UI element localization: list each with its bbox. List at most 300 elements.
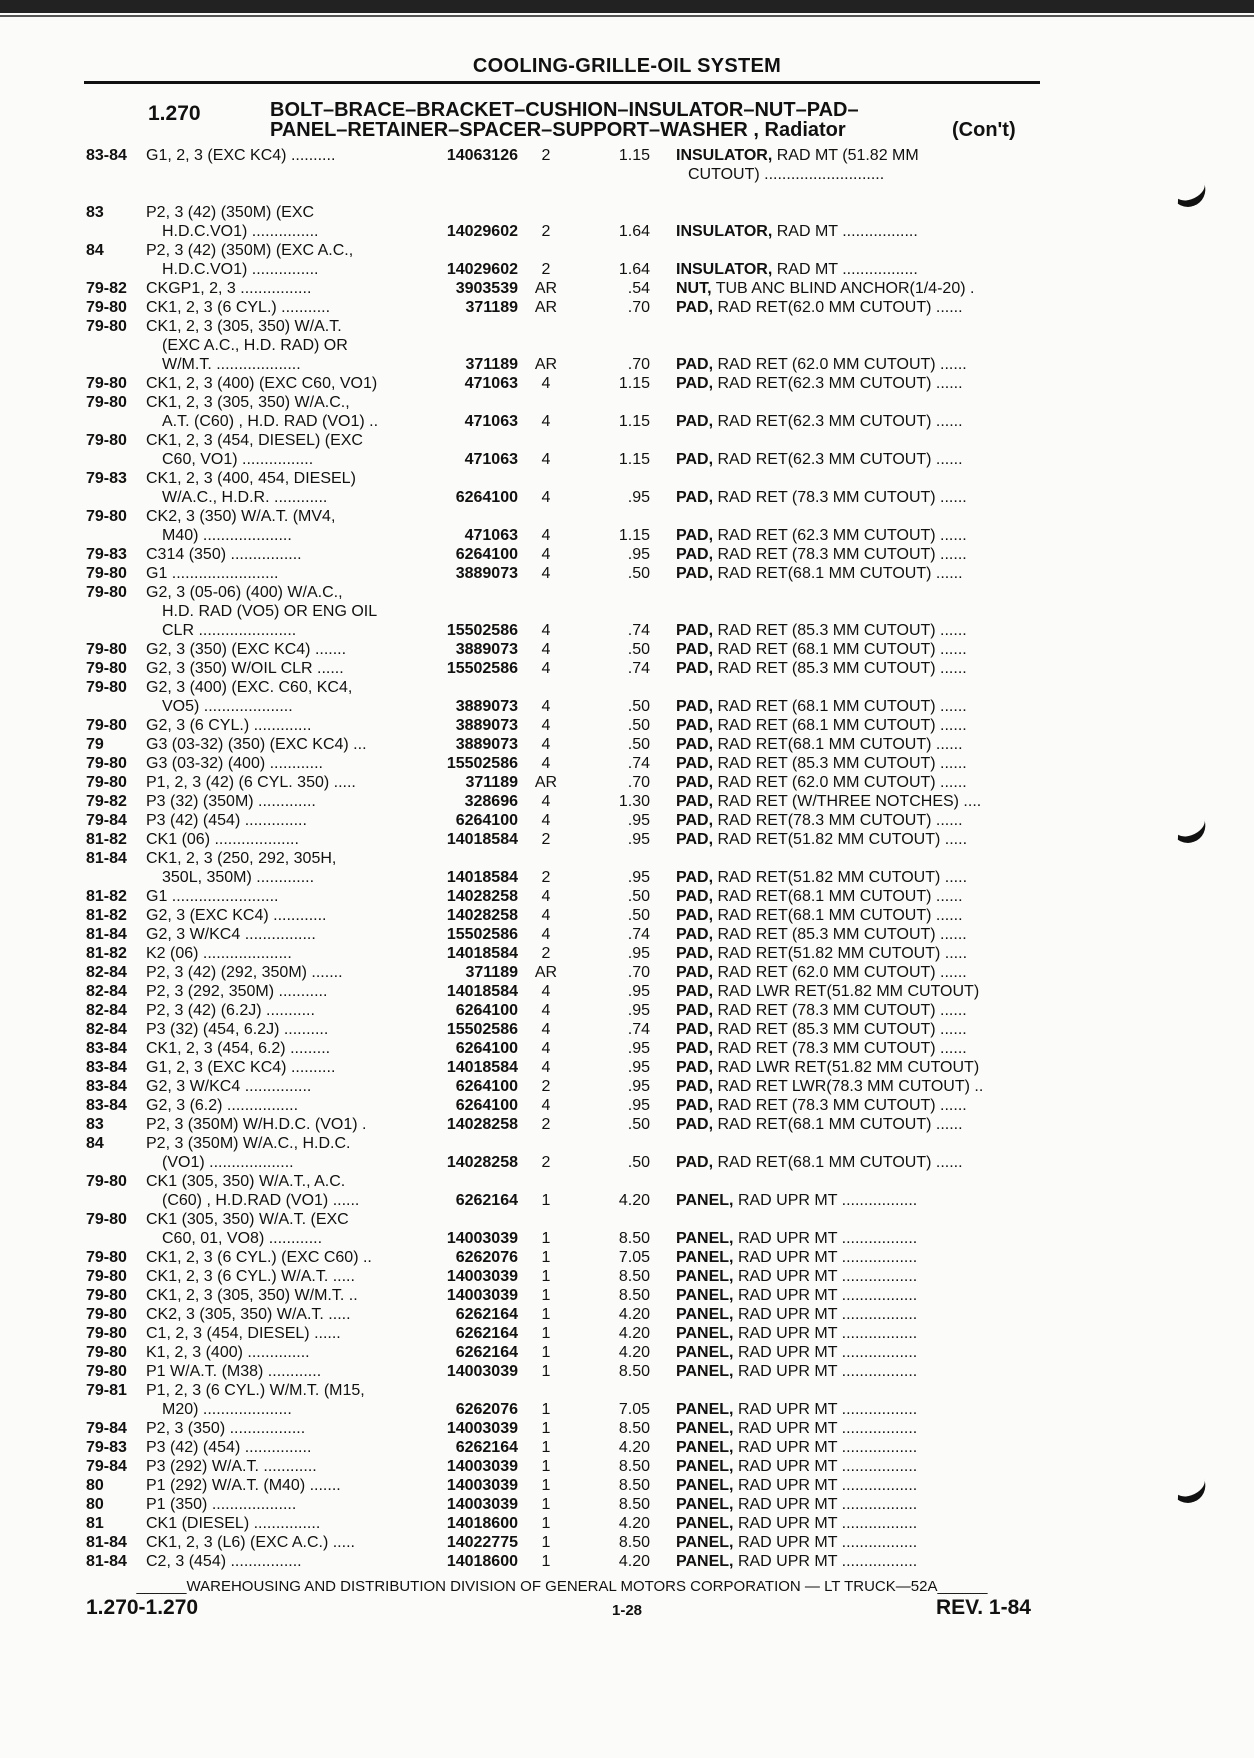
model-year: 79-80 bbox=[86, 774, 127, 791]
table-row bbox=[0, 412, 1254, 431]
item-name: PANEL, bbox=[676, 1249, 734, 1266]
model-description: CK1, 2, 3 (L6) (EXC A.C.) ..... bbox=[146, 1534, 355, 1551]
part-number: 3889073 bbox=[455, 698, 518, 715]
part-number: 14028258 bbox=[446, 1154, 518, 1171]
model-year: 81-82 bbox=[86, 888, 127, 905]
price: 1.64 bbox=[618, 261, 650, 278]
part-number: 471063 bbox=[464, 375, 518, 392]
table-row bbox=[0, 906, 1254, 925]
price: 1.15 bbox=[618, 413, 650, 430]
item-description bbox=[676, 640, 967, 659]
part-number: 6262164 bbox=[455, 1344, 518, 1361]
quantity: 4 bbox=[541, 1059, 551, 1076]
item-name: PAD, bbox=[676, 641, 714, 658]
part-number: 14022775 bbox=[446, 1534, 518, 1551]
table-row bbox=[0, 1229, 1254, 1248]
quantity: 4 bbox=[541, 1040, 551, 1057]
model-year: 79-80 bbox=[86, 394, 127, 411]
price: .70 bbox=[627, 356, 650, 373]
model-description: P1 (350) ................... bbox=[146, 1496, 297, 1513]
model-description: H.D. RAD (VO5) OR ENG OIL bbox=[162, 603, 378, 620]
item-name: PAD, bbox=[676, 869, 714, 886]
model-description: G2, 3 (350) (EXC KC4) ....... bbox=[146, 641, 347, 658]
item-description bbox=[676, 754, 967, 773]
price: 8.50 bbox=[618, 1534, 650, 1551]
model-description: P3 (32) (350M) ............. bbox=[146, 793, 316, 810]
part-number: 14003039 bbox=[446, 1458, 518, 1475]
table-row bbox=[0, 488, 1254, 507]
part-number: 6262164 bbox=[455, 1439, 518, 1456]
part-number: 14018584 bbox=[446, 945, 518, 962]
item-name: PANEL, bbox=[676, 1287, 734, 1304]
model-description: CK1 (06) ................... bbox=[146, 831, 299, 848]
model-year: 83-84 bbox=[86, 147, 127, 164]
price: .95 bbox=[627, 1002, 650, 1019]
model-description: P2, 3 (350M) W/A.C., H.D.C. bbox=[146, 1135, 351, 1152]
quantity: 1 bbox=[541, 1420, 551, 1437]
item-name: PAD, bbox=[676, 1154, 714, 1171]
quantity: 4 bbox=[541, 983, 551, 1000]
item-description bbox=[676, 355, 967, 374]
model-description: CK1, 2, 3 (454, 6.2) ......... bbox=[146, 1040, 331, 1057]
table-row bbox=[0, 868, 1254, 887]
table-row bbox=[0, 1495, 1254, 1514]
item-name: PANEL, bbox=[676, 1420, 734, 1437]
scan-top-border-line bbox=[0, 15, 1254, 17]
item-description bbox=[676, 1533, 917, 1552]
table-row bbox=[0, 1476, 1254, 1495]
item-detail: RAD UPR MT ................. bbox=[737, 1249, 918, 1266]
model-description: C1, 2, 3 (454, DIESEL) ...... bbox=[146, 1325, 341, 1342]
part-number: 371189 bbox=[465, 964, 518, 981]
quantity: 1 bbox=[541, 1515, 551, 1532]
quantity: 4 bbox=[541, 565, 551, 582]
model-year: 79-81 bbox=[86, 1382, 127, 1399]
model-description: A.T. (C60) , H.D. RAD (VO1) .. bbox=[162, 413, 379, 430]
table-row bbox=[0, 1001, 1254, 1020]
price: 4.20 bbox=[618, 1553, 650, 1570]
table-row bbox=[0, 678, 1254, 697]
item-detail: RAD RET(68.1 MM CUTOUT) ...... bbox=[717, 907, 963, 924]
model-description: P1, 2, 3 (6 CYL.) W/M.T. (M15, bbox=[146, 1382, 365, 1399]
table-row bbox=[0, 1438, 1254, 1457]
part-number: 14003039 bbox=[446, 1230, 518, 1247]
model-description: CK1, 2, 3 (454, DIESEL) (EXC bbox=[146, 432, 363, 449]
quantity: 4 bbox=[541, 907, 551, 924]
model-year: 79-80 bbox=[86, 299, 127, 316]
item-name: PANEL, bbox=[676, 1439, 734, 1456]
price: .95 bbox=[627, 1040, 650, 1057]
item-description bbox=[676, 716, 967, 735]
table-row bbox=[0, 1343, 1254, 1362]
price: .50 bbox=[627, 736, 650, 753]
price: .95 bbox=[627, 983, 650, 1000]
model-year: 79-80 bbox=[86, 1249, 127, 1266]
model-description: G3 (03-32) (400) ............ bbox=[146, 755, 323, 772]
item-description bbox=[676, 1248, 917, 1267]
item-name: INSULATOR, bbox=[676, 147, 773, 164]
model-description: CKGP1, 2, 3 ................ bbox=[146, 280, 312, 297]
item-name: PAD, bbox=[676, 375, 714, 392]
item-description bbox=[676, 222, 918, 241]
model-description: G1 ........................ bbox=[146, 888, 279, 905]
price: .70 bbox=[627, 964, 650, 981]
model-description: P1 W/A.T. (M38) ............ bbox=[146, 1363, 322, 1380]
model-description: K2 (06) .................... bbox=[146, 945, 292, 962]
model-year: 79-80 bbox=[86, 660, 127, 677]
model-year: 79-82 bbox=[86, 280, 127, 297]
model-description: C60, 01, VO8) ............ bbox=[162, 1230, 323, 1247]
item-detail: RAD UPR MT ................. bbox=[737, 1344, 918, 1361]
item-detail: RAD RET LWR(78.3 MM CUTOUT) .. bbox=[717, 1078, 984, 1095]
table-row bbox=[0, 1533, 1254, 1552]
item-name: PANEL, bbox=[676, 1496, 734, 1513]
item-description bbox=[676, 735, 963, 754]
table-row bbox=[0, 849, 1254, 868]
price: 4.20 bbox=[618, 1344, 650, 1361]
price: .95 bbox=[627, 489, 650, 506]
model-description: P2, 3 (42) (350M) (EXC bbox=[146, 204, 315, 221]
item-detail: RAD RET(62.3 MM CUTOUT) ...... bbox=[717, 413, 963, 430]
quantity: AR bbox=[534, 356, 558, 373]
model-year: 81-84 bbox=[86, 850, 127, 867]
table-row bbox=[0, 1267, 1254, 1286]
quantity: 4 bbox=[541, 546, 551, 563]
model-description: G2, 3 (400) (EXC. C60, KC4, bbox=[146, 679, 353, 696]
price: .95 bbox=[627, 945, 650, 962]
item-detail: RAD RET (62.3 MM CUTOUT) ...... bbox=[717, 527, 967, 544]
quantity: AR bbox=[534, 299, 558, 316]
page-number: 1-28 bbox=[611, 1602, 643, 1619]
table-row bbox=[0, 1248, 1254, 1267]
table-row bbox=[0, 1419, 1254, 1438]
revision-label: REV. 1-84 bbox=[936, 1596, 1031, 1619]
item-description bbox=[676, 1115, 963, 1134]
quantity: 2 bbox=[541, 1078, 551, 1095]
quantity: 4 bbox=[541, 717, 551, 734]
table-row bbox=[0, 336, 1254, 355]
model-description: K1, 2, 3 (400) .............. bbox=[146, 1344, 310, 1361]
item-description bbox=[676, 944, 967, 963]
model-year: 83-84 bbox=[86, 1078, 127, 1095]
price: 1.30 bbox=[618, 793, 650, 810]
model-description: P3 (42) (454) .............. bbox=[146, 812, 307, 829]
model-year: 79-83 bbox=[86, 470, 127, 487]
item-name: PANEL, bbox=[676, 1344, 734, 1361]
table-row bbox=[0, 1305, 1254, 1324]
item-name: PAD, bbox=[676, 299, 714, 316]
model-description: CK1, 2, 3 (400) (EXC C60, VO1) bbox=[146, 375, 378, 392]
item-detail: RAD RET(68.1 MM CUTOUT) ...... bbox=[717, 1154, 963, 1171]
item-name: PAD, bbox=[676, 926, 714, 943]
model-year: 79-80 bbox=[86, 679, 127, 696]
price: 8.50 bbox=[618, 1363, 650, 1380]
quantity: 4 bbox=[541, 451, 551, 468]
model-description: (VO1) ................... bbox=[162, 1154, 294, 1171]
item-description bbox=[676, 792, 981, 811]
model-year: 81-84 bbox=[86, 1534, 127, 1551]
item-detail: RAD RET (62.0 MM CUTOUT) ...... bbox=[717, 774, 967, 791]
item-name: PAD, bbox=[676, 1002, 714, 1019]
part-number: 6264100 bbox=[455, 1002, 518, 1019]
model-year: 81-84 bbox=[86, 1553, 127, 1570]
item-description bbox=[676, 982, 979, 1001]
item-description bbox=[676, 1096, 967, 1115]
part-number: 3903539 bbox=[455, 280, 518, 297]
item-name: PAD, bbox=[676, 622, 714, 639]
part-number: 3889073 bbox=[455, 565, 518, 582]
table-row bbox=[0, 773, 1254, 792]
price: 7.05 bbox=[618, 1249, 650, 1266]
table-row bbox=[0, 507, 1254, 526]
model-description: 350L, 350M) ............. bbox=[162, 869, 315, 886]
part-number: 328696 bbox=[464, 793, 518, 810]
item-description bbox=[676, 906, 963, 925]
item-description bbox=[676, 659, 967, 678]
quantity: 1 bbox=[541, 1344, 551, 1361]
model-description: M20) .................... bbox=[162, 1401, 292, 1418]
item-detail: RAD RET (78.3 MM CUTOUT) ...... bbox=[717, 1002, 967, 1019]
item-description bbox=[676, 279, 974, 298]
item-detail: RAD MT (51.82 MM bbox=[776, 147, 919, 164]
table-row bbox=[0, 317, 1254, 336]
table-row bbox=[0, 564, 1254, 583]
item-description bbox=[676, 1457, 917, 1476]
price: 4.20 bbox=[618, 1192, 650, 1209]
price: 8.50 bbox=[618, 1458, 650, 1475]
part-number: 14003039 bbox=[446, 1363, 518, 1380]
table-row bbox=[0, 697, 1254, 716]
table-row bbox=[0, 1153, 1254, 1172]
model-description: CK1 (DIESEL) ............... bbox=[146, 1515, 321, 1532]
item-description bbox=[676, 450, 963, 469]
model-year: 82-84 bbox=[86, 983, 127, 1000]
quantity: 1 bbox=[541, 1325, 551, 1342]
table-row bbox=[0, 165, 1254, 184]
model-year: 79-83 bbox=[86, 546, 127, 563]
item-detail: RAD UPR MT ................. bbox=[737, 1477, 918, 1494]
model-description: G2, 3 (6 CYL.) ............. bbox=[146, 717, 312, 734]
item-detail: RAD RET (78.3 MM CUTOUT) ...... bbox=[717, 1040, 967, 1057]
table-row bbox=[0, 925, 1254, 944]
price: .74 bbox=[627, 755, 650, 772]
model-year: 79-80 bbox=[86, 755, 127, 772]
model-year: 79-80 bbox=[86, 508, 127, 525]
part-number: 3889073 bbox=[455, 717, 518, 734]
model-description: W/M.T. ................... bbox=[162, 356, 301, 373]
table-row bbox=[0, 393, 1254, 412]
part-number: 3889073 bbox=[455, 736, 518, 753]
table-row bbox=[0, 203, 1254, 222]
item-detail: RAD RET(51.82 MM CUTOUT) ..... bbox=[717, 945, 968, 962]
model-year: 79-80 bbox=[86, 584, 127, 601]
model-year: 79-80 bbox=[86, 318, 127, 335]
price: 8.50 bbox=[618, 1496, 650, 1513]
part-number: 14003039 bbox=[446, 1420, 518, 1437]
item-description bbox=[676, 298, 963, 317]
item-name: PANEL, bbox=[676, 1458, 734, 1475]
price: .70 bbox=[627, 299, 650, 316]
part-number: 14018584 bbox=[446, 983, 518, 1000]
model-year: 81 bbox=[86, 1515, 104, 1532]
part-number: 14018600 bbox=[446, 1515, 518, 1532]
item-name: PAD, bbox=[676, 983, 714, 1000]
quantity: 1 bbox=[541, 1249, 551, 1266]
item-detail: RAD RET(68.1 MM CUTOUT) ...... bbox=[717, 736, 963, 753]
item-detail: RAD RET(68.1 MM CUTOUT) ...... bbox=[717, 1116, 963, 1133]
part-number: 14003039 bbox=[446, 1268, 518, 1285]
table-row bbox=[0, 1324, 1254, 1343]
item-detail: RAD UPR MT ................. bbox=[737, 1192, 918, 1209]
part-number: 14018584 bbox=[446, 869, 518, 886]
table-row bbox=[0, 450, 1254, 469]
part-number: 14063126 bbox=[446, 147, 518, 164]
price: .74 bbox=[627, 926, 650, 943]
footer-section-range: 1.270-1.270 bbox=[86, 1596, 199, 1619]
price: 1.15 bbox=[618, 527, 650, 544]
table-row bbox=[0, 1362, 1254, 1381]
item-detail: RAD UPR MT ................. bbox=[737, 1553, 918, 1570]
part-number: 6262164 bbox=[455, 1192, 518, 1209]
price: 8.50 bbox=[618, 1230, 650, 1247]
table-row bbox=[0, 830, 1254, 849]
model-year: 81-82 bbox=[86, 945, 127, 962]
quantity: 4 bbox=[541, 622, 551, 639]
table-row bbox=[0, 811, 1254, 830]
table-row bbox=[0, 469, 1254, 488]
model-description: P3 (42) (454) ............... bbox=[146, 1439, 312, 1456]
item-detail: RAD RET (62.0 MM CUTOUT) ...... bbox=[717, 356, 967, 373]
item-description bbox=[676, 1153, 963, 1172]
table-row bbox=[0, 526, 1254, 545]
item-description bbox=[676, 1343, 917, 1362]
model-year: 79-83 bbox=[86, 1439, 127, 1456]
table-row bbox=[0, 944, 1254, 963]
item-detail: RAD RET(68.1 MM CUTOUT) ...... bbox=[717, 888, 963, 905]
table-row bbox=[0, 716, 1254, 735]
quantity: 2 bbox=[541, 869, 551, 886]
item-detail: RAD RET (62.0 MM CUTOUT) ...... bbox=[717, 964, 967, 981]
table-row bbox=[0, 1096, 1254, 1115]
part-number: 371189 bbox=[465, 356, 518, 373]
item-name: PANEL, bbox=[676, 1230, 734, 1247]
quantity: AR bbox=[534, 774, 558, 791]
group-number: 1.270 bbox=[148, 102, 201, 125]
model-description: CK1, 2, 3 (305, 350) W/A.C., bbox=[146, 394, 350, 411]
model-year: 79-80 bbox=[86, 1325, 127, 1342]
quantity: 4 bbox=[541, 527, 551, 544]
item-name: PAD, bbox=[676, 812, 714, 829]
table-row bbox=[0, 583, 1254, 602]
model-description: G1, 2, 3 (EXC KC4) .......... bbox=[146, 147, 336, 164]
quantity: 1 bbox=[541, 1363, 551, 1380]
continued-label: (Con't) bbox=[952, 119, 1016, 141]
part-number: 14018584 bbox=[446, 1059, 518, 1076]
item-description bbox=[676, 811, 963, 830]
item-name: PAD, bbox=[676, 413, 714, 430]
price: .54 bbox=[627, 280, 650, 297]
quantity: 2 bbox=[541, 261, 551, 278]
item-name: PANEL, bbox=[676, 1401, 734, 1418]
item-name: PAD, bbox=[676, 1040, 714, 1057]
model-year: 81-84 bbox=[86, 926, 127, 943]
section-rule bbox=[84, 81, 1040, 84]
item-description bbox=[676, 412, 963, 431]
part-number: 6262164 bbox=[455, 1325, 518, 1342]
part-number: 14018600 bbox=[446, 1553, 518, 1570]
item-description bbox=[676, 146, 919, 165]
item-description bbox=[676, 1039, 967, 1058]
table-row bbox=[0, 754, 1254, 773]
item-name: PAD, bbox=[676, 964, 714, 981]
part-number: 471063 bbox=[464, 413, 518, 430]
price: 8.50 bbox=[618, 1287, 650, 1304]
part-number: 14028258 bbox=[446, 907, 518, 924]
model-description: CLR ...................... bbox=[162, 622, 297, 639]
table-row bbox=[0, 279, 1254, 298]
item-description bbox=[676, 1229, 917, 1248]
table-row bbox=[0, 640, 1254, 659]
quantity: 2 bbox=[541, 147, 551, 164]
item-name: PANEL, bbox=[676, 1192, 734, 1209]
item-name: PAD, bbox=[676, 546, 714, 563]
item-detail: TUB ANC BLIND ANCHOR(1/4-20) . bbox=[715, 280, 975, 297]
quantity: 4 bbox=[541, 1097, 551, 1114]
item-name: PAD, bbox=[676, 1059, 714, 1076]
model-description: CK2, 3 (305, 350) W/A.T. ..... bbox=[146, 1306, 351, 1323]
item-detail: RAD UPR MT ................. bbox=[737, 1230, 918, 1247]
model-year: 79-82 bbox=[86, 793, 127, 810]
quantity: 1 bbox=[541, 1192, 551, 1209]
item-name: PAD, bbox=[676, 1116, 714, 1133]
quantity: 4 bbox=[541, 888, 551, 905]
item-detail: RAD RET(68.1 MM CUTOUT) ...... bbox=[717, 565, 963, 582]
table-row bbox=[0, 887, 1254, 906]
item-name: PAD, bbox=[676, 755, 714, 772]
table-row bbox=[0, 184, 1254, 203]
table-row bbox=[0, 222, 1254, 241]
model-description: G2, 3 (6.2) ................ bbox=[146, 1097, 299, 1114]
model-description: P2, 3 (350M) W/H.D.C. (VO1) . bbox=[146, 1116, 367, 1133]
model-year: 83 bbox=[86, 1116, 104, 1133]
quantity: 1 bbox=[541, 1496, 551, 1513]
model-year: 83-84 bbox=[86, 1040, 127, 1057]
quantity: 1 bbox=[541, 1230, 551, 1247]
price: 7.05 bbox=[618, 1401, 650, 1418]
quantity: 1 bbox=[541, 1553, 551, 1570]
model-description: CK1, 2, 3 (250, 292, 305H, bbox=[146, 850, 337, 867]
part-number: 6262164 bbox=[455, 1306, 518, 1323]
item-detail: RAD UPR MT ................. bbox=[737, 1287, 918, 1304]
price: 8.50 bbox=[618, 1477, 650, 1494]
item-name: PAD, bbox=[676, 1021, 714, 1038]
item-name: PAD, bbox=[676, 1097, 714, 1114]
part-number: 371189 bbox=[465, 774, 518, 791]
price: .50 bbox=[627, 907, 650, 924]
item-description bbox=[676, 1552, 917, 1571]
table-row bbox=[0, 735, 1254, 754]
item-detail: RAD RET (85.3 MM CUTOUT) ...... bbox=[717, 622, 967, 639]
table-row bbox=[0, 355, 1254, 374]
model-description: P2, 3 (42) (292, 350M) ....... bbox=[146, 964, 343, 981]
model-description: CK1, 2, 3 (6 CYL.) W/A.T. ..... bbox=[146, 1268, 355, 1285]
item-detail: RAD LWR RET(51.82 MM CUTOUT) bbox=[717, 1059, 980, 1076]
item-name: PAD, bbox=[676, 888, 714, 905]
item-description bbox=[676, 1400, 917, 1419]
table-row bbox=[0, 1552, 1254, 1571]
item-detail: RAD RET (78.3 MM CUTOUT) ...... bbox=[717, 546, 967, 563]
model-year: 82-84 bbox=[86, 1002, 127, 1019]
